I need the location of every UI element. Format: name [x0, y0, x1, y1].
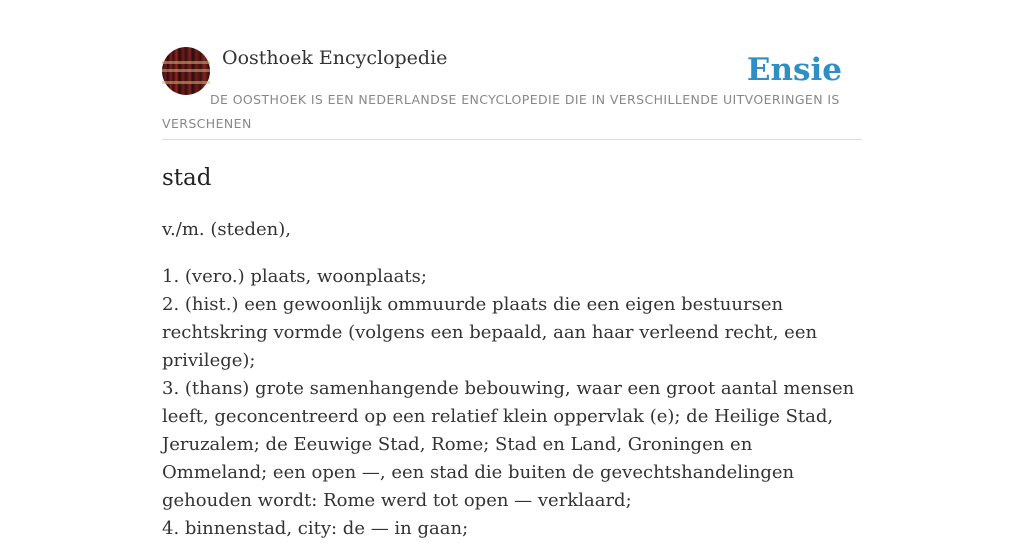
site-name[interactable]: Oosthoek Encyclopedie	[222, 47, 448, 69]
header	[162, 0, 862, 140]
entry-title: stad	[162, 165, 212, 191]
definition-list	[162, 263, 862, 543]
content-container	[162, 0, 862, 539]
entry-grammar: v./m. (steden),	[162, 219, 291, 240]
definition-item: 3. (thans) grote samenhangende bebouwing, waar een groot aantal mensen leeft, geconcentreerd op een relatief klein oppervlak (e); de Heilige Stad, Jeruzalem; de Eeuwige Stad, Rome; Stad en Land, Groningen en Ommeland; een open —, een stad die buiten de gevechtshandelingen gehouden wordt: Rome werd tot open — verklaard;	[162, 378, 855, 511]
definition-item: 2. (hist.) een gewoonlijk ommuurde plaats die een eigen bestuursen rechtskring vormde (volgens een bepaald, aan haar verleend recht, een privilege);	[162, 294, 818, 371]
definition-item: 4. binnenstad, city: de — in gaan;	[162, 518, 469, 539]
site-tagline: DE OOSTHOEK IS EEN NEDERLANDSE ENCYCLOPEDIE DIE IN VERSCHILLENDE UITVOERINGEN IS VERSCHENEN	[162, 92, 840, 131]
ensie-logo-link[interactable]: Ensie	[746, 52, 842, 88]
definition-item: 1. (vero.) plaats, woonplaats;	[162, 266, 427, 287]
